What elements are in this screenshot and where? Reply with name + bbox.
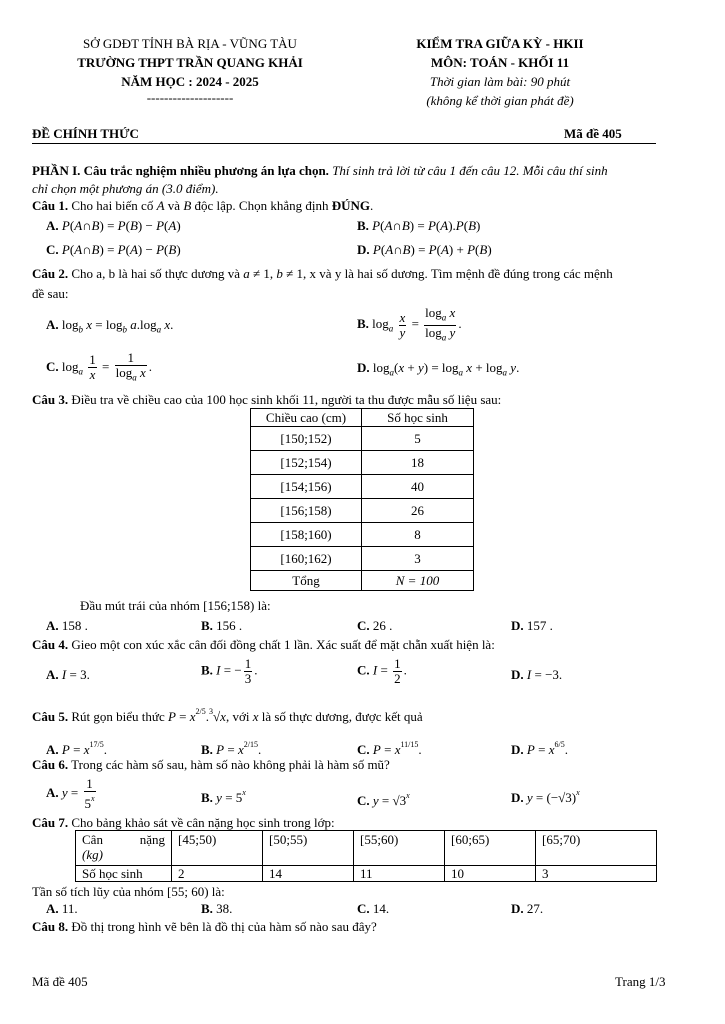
q6-option-b[interactable]: B. $y = 5^x$ <box>201 788 246 805</box>
table-row: [156;158) 26 <box>251 499 474 523</box>
header-rule <box>32 143 656 144</box>
part1-heading <box>32 163 608 179</box>
q2-option-b[interactable]: B. $\log_a$ $\frac{x}{y}$ = $\frac{\log_a x}{\log_a y}$ . <box>357 305 462 343</box>
question-text: Đồ thị trong hình vẽ bên là đồ thị của hàm số nào sau đây? <box>71 919 377 934</box>
question-6 <box>32 757 390 773</box>
q7-option-d[interactable]: D. 27. <box>511 901 544 916</box>
q4-option-d[interactable]: D. I = −3. <box>511 667 563 682</box>
question-7 <box>32 815 335 831</box>
part1-title: PHẦN I. Câu trắc nghiệm nhiều phương án lựa chọn. <box>32 163 329 178</box>
question-text: Điều tra về chiều cao của 100 học sinh khối 11, người ta thu được mẫu số liệu sau: <box>71 392 502 407</box>
question-2: Câu 2. Cho a, b là hai số thực dương và a ≠ 1, b ≠ 1, x và y là hai số dương. Tìm mệnh đề đúng trong các mệnh <box>32 266 613 281</box>
question-number: Câu 8. <box>32 919 69 934</box>
q3-option-b[interactable]: B. 156 . <box>201 618 243 633</box>
question-text: Cho bảng khảo sát về cân nặng học sinh trong lớp: <box>71 815 335 830</box>
question-number: Câu 1. <box>32 198 69 213</box>
q1-option-c[interactable]: C. P(A∩B) = P(A) − P(B) <box>46 242 181 257</box>
dept-name: SỞ GDĐT TỈNH BÀ RỊA - VŨNG TÀU <box>83 36 297 51</box>
q3-option-a[interactable]: A. 158 . <box>46 618 88 633</box>
q4-option-c[interactable]: C. I = $\frac{1}{2}$ . <box>357 656 407 686</box>
q5-option-d[interactable]: D. $P = x^{6/5}$. <box>511 740 568 757</box>
exam-subject: MÔN: TOÁN - KHỐI 11 <box>430 55 570 70</box>
question-1: Câu 1. Cho hai biến cố A và B độc lập. Chọn khẳng định ĐÚNG. <box>32 198 374 213</box>
question-text: Cho a, b là hai số thực dương và <box>71 266 241 281</box>
table-row: Số học sinh 2 14 11 10 3 <box>76 866 657 882</box>
question-3 <box>32 392 501 408</box>
q2-option-a[interactable]: A. $\log_b x = \log_b a.\log_a$ x. <box>46 317 174 335</box>
table-row: [150;152) 5 <box>251 427 474 451</box>
q2-option-d[interactable]: D. $\log_a(x + y) = \log_a x + \log_a y$. <box>357 360 520 378</box>
q4-option-b[interactable]: B. I = − $\frac{1}{3}$ . <box>201 656 258 686</box>
footer-page-number: Trang 1/3 <box>615 974 666 989</box>
q7-prompt: Tần số tích lũy của nhóm [55; 60) là: <box>32 884 225 899</box>
part1-instruction-2: chỉ chọn một phương án (3.0 điểm). <box>32 181 219 196</box>
question-number: Câu 6. <box>32 757 69 772</box>
question-text: Rút gọn biểu thức <box>71 709 165 724</box>
header-divider: -------------------- <box>146 90 234 105</box>
question-text: Trong các hàm số sau, hàm số nào không phải là hàm số mũ? <box>71 757 390 772</box>
question-8 <box>32 919 377 935</box>
q2-option-c[interactable]: C. $\log_a$ $\frac{1}{x}$ = $\frac{1}{\log_a x}$ . <box>46 350 153 383</box>
table-header: Cân nặng (kg) <box>76 831 172 866</box>
question-emphasis: ĐÚNG <box>331 198 371 213</box>
q4-option-a[interactable]: A. I = 3. <box>46 667 90 682</box>
table-row: [160;162) 3 <box>251 547 474 571</box>
q7-option-c[interactable]: C. 14. <box>357 901 390 916</box>
school-name: TRƯỜNG THPT TRẦN QUANG KHẢI <box>77 55 303 70</box>
school-header <box>40 34 340 105</box>
question-number: Câu 5. <box>32 709 69 724</box>
q6-option-d[interactable]: D. $y = (-√3)^x$ <box>511 788 580 805</box>
question-4 <box>32 637 495 653</box>
exam-title: KIỂM TRA GIỮA KỲ - HKII <box>416 36 584 51</box>
question-text: độc lập. Chọn khẳng định <box>194 198 329 213</box>
question-5: Câu 5. Rút gọn biểu thức $P = x^{2/5}.^3√x$, với x là số thực dương, được kết quả <box>32 707 423 724</box>
q1-option-b[interactable]: B. P(A∩B) = P(A).P(B) <box>357 218 481 233</box>
question-text: . <box>370 198 374 213</box>
q3-option-d[interactable]: D. 157 . <box>511 618 553 633</box>
q5-option-c[interactable]: C. $P = x^{11/15}$. <box>357 740 422 757</box>
q3-option-c[interactable]: C. 26 . <box>357 618 393 633</box>
q3-prompt: Đầu mút trái của nhóm [156;158) là: <box>80 598 271 613</box>
question-number: Câu 2. <box>32 266 69 281</box>
q1-option-a[interactable]: A. P(A∩B) = P(B) − P(A) <box>46 218 181 233</box>
table-row: [158;160) 8 <box>251 523 474 547</box>
table-total-row: Tổng N = 100 <box>251 571 474 591</box>
q6-option-a[interactable]: A. y = $\frac{1}{5^x}$ <box>46 776 95 811</box>
table-row: [152;154) 18 <box>251 451 474 475</box>
table-header: Chiều cao (cm) <box>251 409 362 427</box>
q1-option-d[interactable]: D. P(A∩B) = P(A) + P(B) <box>357 242 492 257</box>
exam-code: Mã đề 405 <box>564 126 622 141</box>
q6-option-c[interactable]: C. $y = √3^x$ <box>357 791 410 808</box>
question-number: Câu 3. <box>32 392 69 407</box>
question-text: và <box>167 198 181 213</box>
part1-instruction: Thí sinh trả lời từ câu 1 đến câu 12. Mỗi câu thí sinh <box>332 163 608 178</box>
weight-table <box>75 830 657 882</box>
question-text: Cho hai biến cố <box>71 198 154 213</box>
official-label: ĐỀ CHÍNH THỨC <box>32 126 139 141</box>
table-header: Số học sinh <box>362 409 474 427</box>
q5-option-a[interactable]: A. $P = x^{17/5}$. <box>46 740 107 757</box>
question-2-cont: đề sau: <box>32 286 69 301</box>
q5-option-b[interactable]: B. $P = x^{2/15}$. <box>201 740 262 757</box>
exam-duration-note: (không kể thời gian phát đề) <box>426 93 574 108</box>
question-number: Câu 4. <box>32 637 69 652</box>
school-year: NĂM HỌC : 2024 - 2025 <box>121 74 259 89</box>
question-text: Gieo một con xúc xắc cân đối đồng chất 1 lần. Xác suất để mặt chẵn xuất hiện là: <box>71 637 495 652</box>
table-row: [154;156) 40 <box>251 475 474 499</box>
exam-header <box>360 34 640 110</box>
footer-exam-code: Mã đề 405 <box>32 974 88 989</box>
height-table <box>250 408 474 591</box>
q7-option-a[interactable]: A. 11. <box>46 901 78 916</box>
question-number: Câu 7. <box>32 815 69 830</box>
q7-option-b[interactable]: B. 38. <box>201 901 233 916</box>
table-row: Cân nặng (kg) [45;50) [50;55) [55;60) [60;65) [65;70) <box>76 831 657 866</box>
exam-duration: Thời gian làm bài: 90 phút <box>429 74 571 89</box>
question-text: , x và y là hai số dương. Tìm mệnh đề đúng trong các mệnh <box>303 266 613 281</box>
